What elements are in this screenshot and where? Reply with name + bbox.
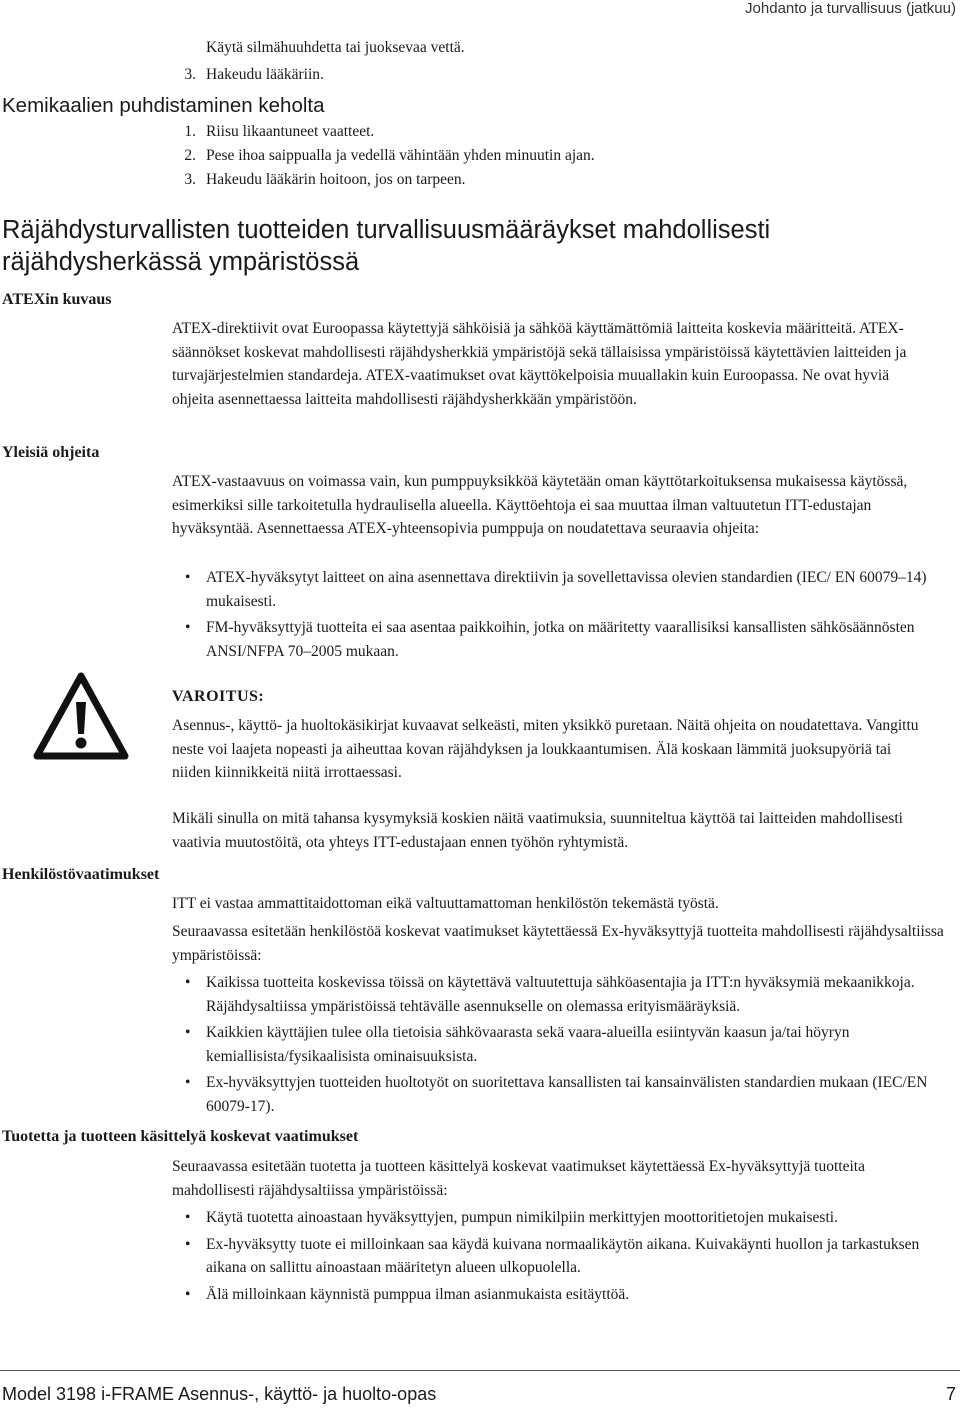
personnel-paragraph-1: ITT ei vastaa ammattitaidottoman eikä valtuuttamattoman henkilöstön tekemästä työstä.: [172, 895, 719, 912]
list-item-text: Pese ihoa saippualla ja vedellä vähintään yhden minuutin ajan.: [206, 147, 595, 164]
list-item-text: Ex-hyväksytty tuote ei milloinkaan saa käydä kuivana normaalikäytön aikana. Kuivakäynti huollon ja tarkastuksen aikana on sallittu ainoastaan määritetyn alueen ulkopuolella.: [206, 1235, 920, 1276]
atex-paragraph: ATEX-direktiivit ovat Euroopassa käytettyjä sähköisiä ja sähköä käyttämättömiä laitteita koskevia määritteitä. ATEX-säännökset koskevat mahdollisesti räjähdysherkkiä ympäristöjä sekä tällaisissa ympäristöissä käytettävien laitteiden ja turvajärjestelmien standardeja. ATEX-vaatimukset ovat käyttökelpoisia muuallakin kuin Euroopassa. Ne ovat hyviä ohjeita asennettaessa laitteita mahdollisesti räjähdysherkkään ympäristöön.: [172, 320, 907, 408]
handling-paragraph: Seuraavassa esitetään tuotetta ja tuotteen käsittelyä koskevat vaatimukset käytettäessä Ex-hyväksyttyjä tuotteita mahdollisesti räjähdysaltiissa ympäristöissä:: [172, 1158, 865, 1199]
bullet-icon: •: [185, 1074, 191, 1091]
bullet-icon: •: [185, 569, 191, 586]
bullet-icon: •: [185, 619, 191, 636]
page-title-line-1: Räjähdysturvallisten tuotteiden turvallisuusmääräykset mahdollisesti: [2, 216, 771, 244]
general-bullet-list: [172, 566, 932, 666]
list-item: [172, 566, 932, 613]
list-item: [172, 616, 932, 663]
questions-paragraph: Mikäli sinulla on mitä tahansa kysymyksiä koskien näitä vaatimuksia, suunniteltua käyttöä tai laitteiden mahdollisesti vaativia muutostöitä, ota yhteys ITT-edustajaan ennen työhön ryhtymistä.: [172, 810, 903, 851]
warning-title: VAROITUS:: [172, 688, 265, 705]
list-item-text: Käytä silmähuuhdetta tai juoksevaa vettä.: [206, 39, 465, 56]
footer-manual-title: Model 3198 i-FRAME Asennus-, käyttö- ja huolto-opas: [2, 1384, 437, 1404]
section-heading: Kemikaalien puhdistaminen keholta: [2, 94, 325, 117]
list-item-number: 1.: [184, 123, 196, 140]
bullet-icon: •: [185, 1285, 191, 1303]
atex-heading: ATEXin kuvaus: [2, 291, 112, 308]
page-title-line-2: räjähdysherkässä ympäristössä: [2, 248, 360, 276]
list-item-number: 3.: [184, 171, 196, 188]
warning-text: Asennus-, käyttö- ja huoltokäsikirjat kuvaavat selkeästi, miten yksikkö puretaan. Näitä ohjeita on noudatettava. Vangittu neste voi laajeta nopeasti ja aiheuttaa kovan räjähdyksen ja loukkaantumisen. Älä koskaan lämmitä juoksupyöriä tai niiden kiinnikkeitä niitä irrottaessasi.: [172, 717, 919, 781]
list-item: [172, 168, 466, 192]
handling-bullet-list: [172, 1206, 952, 1309]
list-item: [172, 144, 595, 168]
general-heading: Yleisiä ohjeita: [2, 444, 100, 461]
bullet-icon: •: [185, 1209, 191, 1226]
list-item-number: 2.: [184, 147, 196, 164]
personnel-paragraph-2: Seuraavassa esitetään henkilöstöä koskevat vaatimukset käytettäessä Ex-hyväksyttyjä tuotteita mahdollisesti räjähdysaltiissa ympäristöissä:: [172, 923, 944, 964]
list-item-text: Riisu likaantuneet vaatteet.: [206, 123, 375, 140]
list-item-text: Älä milloinkaan käynnistä pumppua ilman asianmukaista esitäyttöä.: [206, 1285, 630, 1303]
bullet-icon: •: [185, 1024, 191, 1041]
list-item: [172, 120, 374, 144]
list-item-number: 3.: [184, 66, 196, 83]
personnel-heading: Henkilöstövaatimukset: [2, 866, 160, 883]
list-item-text: Hakeudu lääkäriin.: [206, 66, 324, 83]
list-item: [172, 63, 324, 87]
list-item: [172, 1071, 932, 1118]
general-paragraph: ATEX-vastaavuus on voimassa vain, kun pumppuyksikköä käytetään oman käyttötarkoituksensa mukaisessa käytössä, esimerkiksi sille tarkoitetulla hydraulisella alueella. Käyttöehtoja ei saa muuttaa ilman valtuutetun ITT-edustajan hyväksyntää. Asennettaessa ATEX-yhteensopivia pumppuja on noudatettava seuraavia ohjeita:: [172, 473, 908, 537]
list-item-text: Kaikkien käyttäjien tulee olla tietoisia sähkövaarasta sekä vaara-alueilla esiintyvän kaasun ja/tai höyryn kemiallisista/fysikaalisista ominaisuuksista.: [206, 1024, 850, 1065]
handling-heading: Tuotetta ja tuotteen käsittelyä koskevat vaatimukset: [2, 1128, 359, 1145]
running-header: Johdanto ja turvallisuus (jatkuu): [745, 0, 956, 17]
list-item-text: FM-hyväksyttyjä tuotteita ei saa asentaa paikkoihin, jotka on määritetty vaarallisiksi kansallisten sähkösäännösten ANSI/NFPA 70–2005 mukaan.: [206, 619, 915, 660]
list-item: [172, 1206, 952, 1230]
list-item: [172, 1283, 952, 1307]
personnel-bullet-list: [172, 971, 932, 1121]
list-item-text: Kaikissa tuotteita koskevissa töissä on käytettävä valtuutettuja sähköasentajia ja ITT:n hyväksymiä mekaanikkoja. Räjähdysaltiissa ympäristöissä tehtävälle asennukselle on olemassa erityismääräyksiä.: [206, 974, 915, 1015]
list-item-text: Hakeudu lääkärin hoitoon, jos on tarpeen.: [206, 171, 466, 188]
list-item-text: ATEX-hyväksytyt laitteet on aina asennettava direktiivin ja sovellettavissa olevien standardien (IEC/ EN 60079–14) mukaisesti.: [206, 569, 927, 610]
footer-divider: [0, 1370, 960, 1371]
list-item: [172, 1233, 952, 1280]
list-item: [172, 971, 932, 1018]
page-number: 7: [945, 1384, 956, 1404]
list-item: [172, 36, 465, 60]
list-item-text: Käytä tuotetta ainoastaan hyväksyttyjen, pumpun nimikilpiin merkittyjen moottoritietojen mukaisesti.: [206, 1209, 838, 1226]
list-item: [172, 1021, 932, 1068]
bullet-icon: •: [185, 974, 191, 991]
list-item-text: Ex-hyväksyttyjen tuotteiden huoltotyöt on suoritettava kansallisten tai kansainvälisten standardien mukaan (IEC/EN 60079-17).: [206, 1074, 928, 1115]
bullet-icon: •: [185, 1235, 191, 1253]
warning-triangle-icon: [33, 672, 129, 762]
